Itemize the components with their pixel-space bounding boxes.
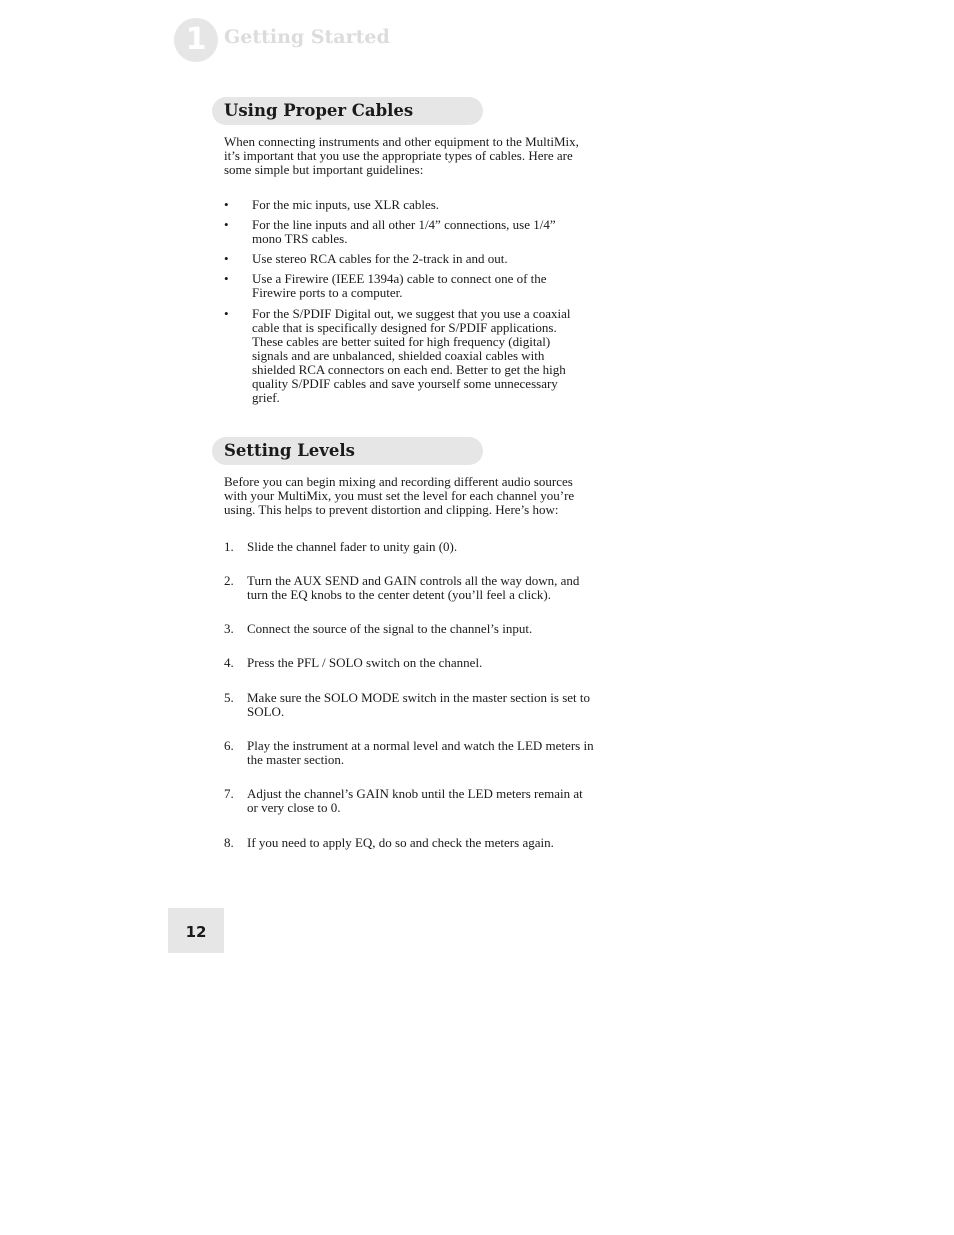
step-text: Adjust the channel’s GAIN knob until the LED meters remain at or very close to 0. — [247, 786, 583, 815]
list-item — [224, 218, 594, 246]
list-item — [224, 307, 594, 405]
cables-intro-paragraph: When connecting instruments and other equipment to the MultiMix, it’s important that you use the appropriate types of cables. Here are some simple but important guidelines: — [224, 134, 579, 177]
list-item-text: For the mic inputs, use XLR cables. — [252, 197, 440, 212]
chapter-number-badge: 1 — [174, 18, 218, 62]
bullet-icon: • — [224, 306, 229, 321]
list-item — [224, 540, 594, 554]
step-text: Connect the source of the signal to the channel’s input. — [247, 621, 533, 636]
bullet-icon: • — [224, 251, 229, 266]
section-title-setting-levels: Setting Levels — [212, 437, 483, 465]
list-item — [224, 836, 594, 850]
step-number: 3. — [224, 621, 234, 636]
step-text: Slide the channel fader to unity gain (0). — [247, 539, 458, 554]
bullet-icon: • — [224, 271, 229, 286]
step-number: 2. — [224, 573, 234, 588]
chapter-title: Getting Started — [224, 26, 390, 48]
bullet-icon: • — [224, 197, 229, 212]
step-text: Turn the AUX SEND and GAIN controls all the way down, and turn the EQ knobs to the center detent (you’ll feel a click). — [247, 573, 580, 602]
list-item — [224, 574, 594, 602]
list-item — [224, 739, 594, 767]
list-item-text: Use stereo RCA cables for the 2-track in and out. — [252, 251, 508, 266]
step-number: 6. — [224, 738, 234, 753]
step-text: If you need to apply EQ, do so and check the meters again. — [247, 835, 554, 850]
list-item — [224, 691, 594, 719]
page-number: 12 — [168, 908, 224, 953]
list-item — [224, 656, 594, 670]
levels-intro-paragraph: Before you can begin mixing and recording different audio sources with your MultiMix, you must set the level for each channel you’re using. This helps to prevent distortion and clipping. Here’s how: — [224, 474, 575, 517]
bullet-icon: • — [224, 217, 229, 232]
step-number: 4. — [224, 655, 234, 670]
step-text: Play the instrument at a normal level and watch the LED meters in the master section. — [247, 738, 594, 767]
list-item-text: For the line inputs and all other 1/4” connections, use 1/4” mono TRS cables. — [252, 217, 556, 246]
step-number: 8. — [224, 835, 234, 850]
list-item — [224, 787, 594, 815]
list-item — [224, 252, 594, 266]
step-text: Press the PFL / SOLO switch on the channel. — [247, 655, 483, 670]
list-item-text: Use a Firewire (IEEE 1394a) cable to connect one of the Firewire ports to a computer. — [252, 271, 547, 300]
step-text: Make sure the SOLO MODE switch in the master section is set to SOLO. — [247, 690, 590, 719]
step-number: 5. — [224, 690, 234, 705]
list-item — [224, 622, 594, 636]
list-item — [224, 272, 594, 300]
list-item-text: For the S/PDIF Digital out, we suggest that you use a coaxial cable that is specifically designed for S/PDIF applications. These cables are better suited for high frequency (digital) signals and are unbalanced, shielded coaxial cables with shielded RCA connectors on each end. Better to get the high quality S/PDIF cables and save yourself some unnecessary grief. — [252, 306, 571, 405]
step-number: 1. — [224, 539, 234, 554]
step-number: 7. — [224, 786, 234, 801]
section-title-using-proper-cables: Using Proper Cables — [212, 97, 483, 125]
list-item — [224, 198, 594, 212]
